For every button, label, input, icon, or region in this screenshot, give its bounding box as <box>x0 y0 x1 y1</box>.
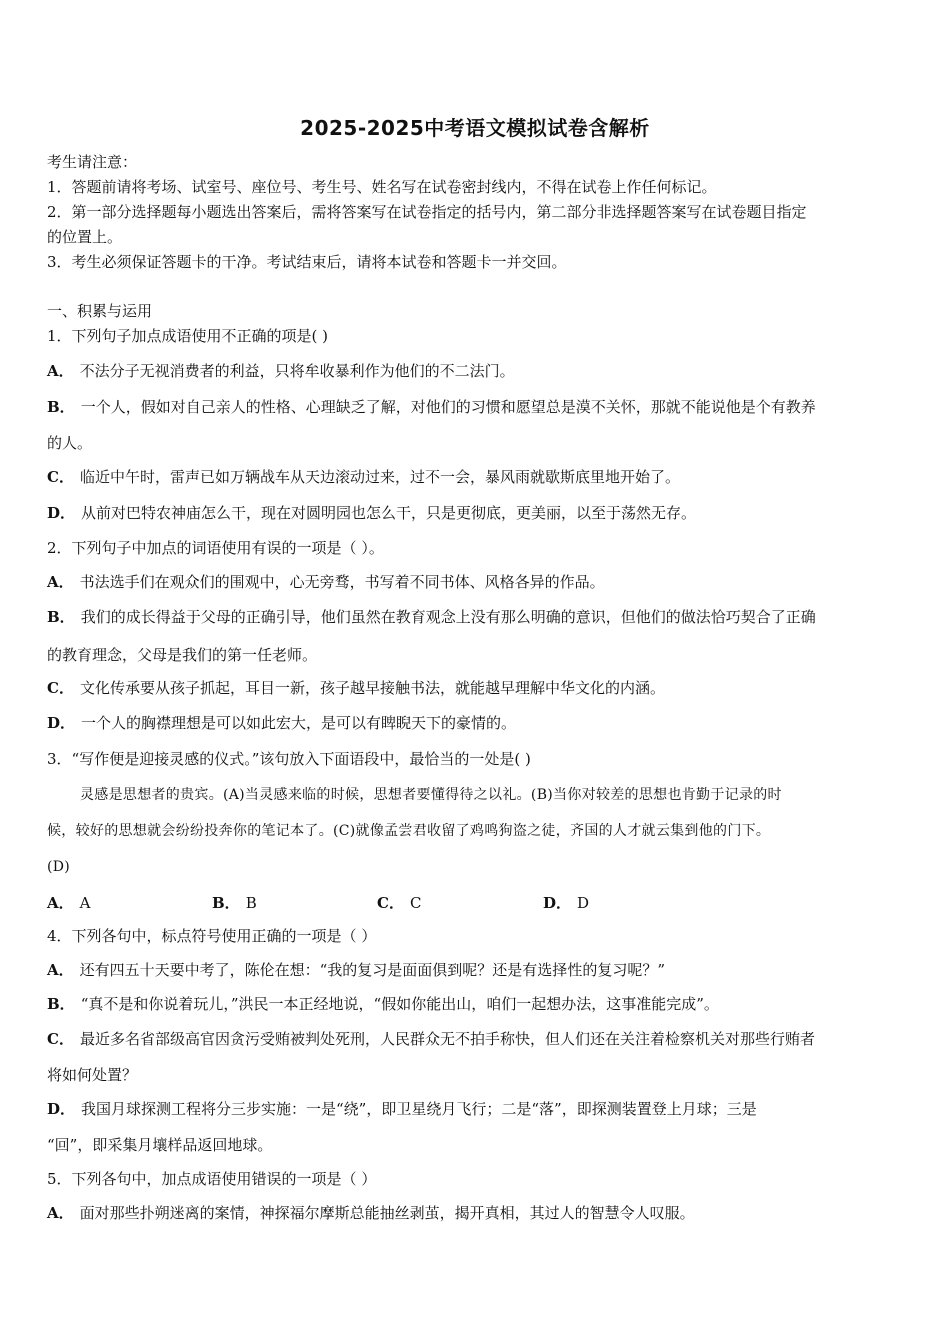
passage-line: 候，较好的思想就会纷纷投奔你的笔记本了。(C)就像孟尝君收留了鸡鸣狗盗之徒，齐国的人才就云集到他的门下。 <box>47 823 771 839</box>
option-d <box>47 713 907 733</box>
option-text: 我国月球探测工程将分三步实施：一是“绕”，即卫星绕月飞行；二是“落”，即探测装置登上月球；三是 <box>81 1100 757 1118</box>
option-d <box>47 1099 907 1119</box>
option-c <box>47 1029 907 1049</box>
option-a <box>47 361 907 381</box>
option-b <box>47 994 907 1014</box>
option-b <box>47 397 907 417</box>
option-a <box>47 572 907 592</box>
option-text: 书法选手们在观众们的围观中，心无旁骛，书写着不同书体、风格各异的作品。 <box>79 573 605 591</box>
option-text: 一个人，假如对自己亲人的性格、心理缺乏了解，对他们的习惯和愿望总是漠不关怀，那就不能说他是个有教养 <box>80 398 816 416</box>
notice-item: 的位置上。 <box>47 228 123 246</box>
option-text: 最近多名省部级高官因贪污受贿被判处死刑，人民群众无不拍手称快，但人们还在关注着检察机关对那些行贿者 <box>79 1030 815 1048</box>
notice-item: 2．第一部分选择题每小题选出答案后，需将答案写在试卷指定的括号内，第二部分非选择题答案写在试卷题目指定 <box>47 203 807 221</box>
option-label: C． <box>47 1030 74 1048</box>
notice-item: 1．答题前请将考场、试室号、座位号、考生号、姓名写在试卷密封线内，不得在试卷上作任何标记。 <box>47 178 717 196</box>
option-d <box>47 503 907 523</box>
option-text: 还有四五十天要中考了，陈伦在想：“我的复习是面面俱到呢？还是有选择性的复习呢？” <box>79 961 665 979</box>
option-text: “真不是和你说着玩儿，”洪民一本正经地说，“假如你能出山，咱们一起想办法，这事准能完成”。 <box>80 995 719 1013</box>
option-text: 文化传承要从孩子抓起，耳目一新，孩子越早接触书法，就能越早理解中华文化的内涵。 <box>79 679 665 697</box>
option-text: 一个人的胸襟理想是可以如此宏大，是可以有睥睨天下的豪情的。 <box>81 714 517 732</box>
question-stem: 4．下列各句中，标点符号使用正确的一项是（ ） <box>47 927 377 945</box>
option-text-continued: “回”，即采集月壤样品返回地球。 <box>47 1136 273 1154</box>
option-text: 临近中午时，雷声已如万辆战车从天边滚动过来，过不一会，暴风雨就歇斯底里地开始了。 <box>79 468 680 486</box>
notice-item: 3．考生必须保证答题卡的干净。考试结束后，请将本试卷和答题卡一并交回。 <box>47 253 567 271</box>
option-label: C． <box>47 468 74 486</box>
passage-line: (D) <box>47 859 71 875</box>
choice-a <box>47 893 90 913</box>
question-stem: 5．下列各句中，加点成语使用错误的一项是（ ） <box>47 1170 377 1188</box>
option-text: 不法分子无视消费者的利益，只将牟收暴利作为他们的不二法门。 <box>79 362 515 380</box>
option-label: A． <box>47 961 74 979</box>
question-stem: 1．下列句子加点成语使用不正确的项是( ) <box>47 327 329 345</box>
question-stem: 2．下列句子中加点的词语使用有误的一项是（ ）。 <box>47 539 384 557</box>
option-label: A． <box>47 1204 74 1222</box>
option-label: A． <box>47 362 74 380</box>
option-label: A． <box>47 573 74 591</box>
option-label: C． <box>47 679 74 697</box>
option-label: B． <box>47 608 75 626</box>
option-label: B． <box>47 995 75 1013</box>
option-c <box>47 678 907 698</box>
option-text: 从前对巴特农神庙怎么干，现在对圆明园也怎么干，只是更彻底，更美丽，以至于荡然无存。 <box>81 504 697 522</box>
option-label: D． <box>47 1100 76 1118</box>
page-title: 2025-2025中考语文模拟试卷含解析 <box>300 116 650 140</box>
question-stem: 3．“写作便是迎接灵感的仪式。”该句放入下面语段中，最恰当的一处是( ) <box>47 750 531 768</box>
option-text: D <box>577 894 590 912</box>
choice-c <box>377 893 421 913</box>
option-label: D． <box>543 894 572 912</box>
notice-heading: 考生请注意： <box>47 153 138 171</box>
option-b <box>47 607 907 627</box>
option-label: C． <box>377 894 404 912</box>
choice-d <box>543 893 589 913</box>
option-label: D． <box>47 714 76 732</box>
option-label: B． <box>47 398 75 416</box>
option-a <box>47 1203 907 1223</box>
option-text: C <box>409 894 422 912</box>
option-label: B． <box>212 894 240 912</box>
option-c <box>47 467 907 487</box>
option-text: B <box>245 894 257 912</box>
choice-b <box>212 893 257 913</box>
option-text: 面对那些扑朔迷离的案情，神探福尔摩斯总能抽丝剥茧，揭开真相，其过人的智慧令人叹服。 <box>79 1204 695 1222</box>
option-a <box>47 960 907 980</box>
option-text-continued: 的教育理念，父母是我们的第一任老师。 <box>47 646 318 664</box>
section-heading: 一、积累与运用 <box>47 302 153 320</box>
option-label: A． <box>47 894 74 912</box>
option-text-continued: 的人。 <box>47 434 93 452</box>
option-label: D． <box>47 504 76 522</box>
option-text-continued: 将如何处置？ <box>47 1066 138 1084</box>
option-text: 我们的成长得益于父母的正确引导，他们虽然在教育观念上没有那么明确的意识，但他们的做法恰巧契合了正确 <box>80 608 816 626</box>
option-text: A <box>79 894 91 912</box>
passage-line: 灵感是思想者的贵宾。(A)当灵感来临的时候，思想者要懂得待之以礼。(B)当你对较差的思想也肯勤于记录的时 <box>80 787 782 803</box>
